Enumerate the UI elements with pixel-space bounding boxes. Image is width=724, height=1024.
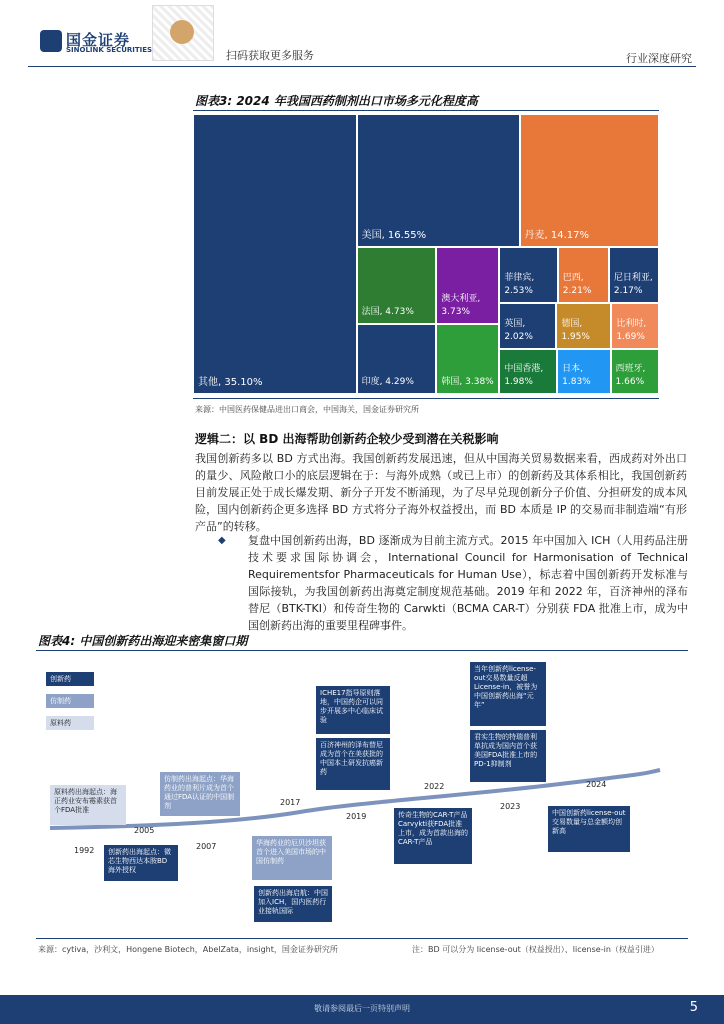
treemap-label: 其他, 35.10% bbox=[198, 377, 263, 388]
treemap-tile bbox=[357, 114, 520, 247]
year-2019: 2019 bbox=[346, 812, 367, 821]
year-1992: 1992 bbox=[74, 846, 95, 855]
treemap-label: 德国, 1.95% bbox=[561, 319, 590, 343]
figure4-source: 来源：cytiva，沙利文，Hongene Biotech，AbelZata，insight，国金证券研究所 bbox=[38, 945, 338, 954]
footer-disclaimer[interactable]: 敬请参阅最后一页特别声明 bbox=[314, 1004, 410, 1013]
year-2022: 2022 bbox=[424, 782, 445, 791]
logo-en: SINOLINK SECURITIES bbox=[66, 46, 153, 54]
event-2007-generic: 华海药业的厄贝沙坦获首个进入美国市场的中国仿制药 bbox=[252, 836, 332, 880]
treemap-tile bbox=[436, 324, 499, 394]
treemap-chart bbox=[193, 114, 659, 394]
logo-cn: 国金证券 bbox=[66, 31, 131, 49]
event-2023-pd1: 君实生物的特瑞普利单抗成为国内首个获美国FDA批准上市的PD-1抑制剂 bbox=[470, 730, 546, 782]
treemap-tile bbox=[558, 247, 609, 303]
figure4-bottom-rule bbox=[36, 938, 688, 939]
treemap-tile bbox=[357, 324, 437, 394]
header-divider bbox=[28, 66, 696, 67]
year-2017: 2017 bbox=[280, 798, 301, 807]
treemap-tile bbox=[499, 349, 557, 394]
treemap-tile bbox=[609, 247, 659, 303]
legend-generic: 仿制药 bbox=[46, 694, 94, 708]
legend-api: 原料药 bbox=[46, 716, 94, 730]
event-2024: 中国创新药license-out交易数量与总金额均创新高 bbox=[548, 806, 630, 852]
figure3-top-rule bbox=[193, 110, 659, 111]
treemap-label: 中国香港, 1.98% bbox=[504, 363, 544, 387]
event-2023-license: 当年创新药license-out交易数量反超License-in，被誉为中国创新药出海“元年” bbox=[470, 662, 546, 726]
year-2023: 2023 bbox=[500, 802, 521, 811]
event-2022: 传奇生物的CAR-T产品Carvykti获FDA批准上市，成为首款出海的CAR-T产品 bbox=[394, 808, 472, 864]
logo-icon bbox=[40, 30, 62, 52]
treemap-tile bbox=[520, 114, 659, 247]
treemap-tile bbox=[193, 114, 357, 394]
year-2005: 2005 bbox=[134, 826, 155, 835]
logic2-bullet: 复盘中国创新药出海，BD 逐渐成为目前主流方式。2015 年中国加入 ICH（人用药品注册技术要求国际协调会，International Council for Harmonisation of Technical Requirementsfor Pharmaceuticals for Human Use），标志着中国创新药开发标准与国际接轨，为我国创新药出海奠定制度规范基础。2019 年和 2022 年，百济神州的泽布替尼（BTK-TKI）和传奇生物的 Carwkti（BCMA CAR-T）分别获 FDA 批准上市，成为中国创新药出海的重要里程碑事件。 bbox=[248, 534, 688, 632]
event-2015: 创新药出海启航：中国加入ICH，国内医药行业接轨国际 bbox=[254, 886, 332, 922]
treemap-label: 印度, 4.29% bbox=[361, 376, 414, 387]
event-2017-ich: ICHE17指导原则落地，中国药企可以同步开展多中心临床试验 bbox=[316, 686, 390, 734]
figure3-bottom-rule bbox=[193, 398, 659, 399]
treemap-label: 丹麦, 14.17% bbox=[524, 229, 589, 241]
year-2007: 2007 bbox=[196, 842, 217, 851]
event-2019: 百济神州的泽布替尼成为首个在美获批的中国本土研发抗癌新药 bbox=[316, 738, 390, 790]
logic2-heading: 逻辑二：以 BD 出海帮助创新药企较少受到潜在关税影响 bbox=[195, 432, 499, 446]
treemap-tile bbox=[499, 247, 557, 303]
event-2005: 仿制药出海起点：华海药业的普利片成为首个通过FDA认证的中国制剂 bbox=[160, 772, 240, 816]
logic2-paragraph: 我国创新药多以 BD 方式出海。我国创新药发展迅速，但从中国海关贸易数据来看，西成药对外出口的量少、风险敞口小的底层逻辑在于：与海外成熟（或已上市）的创新药及其体系相比，我国创新药目前发展正处于成长爆发期、新分子开发不断涌现，为了尽早兑现创新分子价值、分担研发的成本风险，国内创新药企更多选择 BD 方式将分子海外权益授出，而 BD 本质是 IP 的交易而非制造端“有形产品”的转移。 bbox=[195, 452, 687, 533]
treemap-tile bbox=[611, 349, 659, 394]
figure4-note: 注：BD 可以分为 license-out（权益授出）、license-in（权益引进） bbox=[412, 945, 659, 954]
event-2007-innovative: 创新药出海起点：微芯生物西达本胺BD海外授权 bbox=[104, 845, 178, 881]
treemap-tile bbox=[436, 247, 499, 324]
treemap-label: 法国, 4.73% bbox=[361, 306, 414, 317]
figure3-title: 图表3: 2024 年我国西药制剂出口市场多元化程度高 bbox=[195, 94, 478, 108]
treemap-label: 韩国, 3.38% bbox=[441, 376, 494, 387]
treemap-tile bbox=[557, 349, 610, 394]
treemap-tile bbox=[556, 303, 611, 349]
event-1992: 原料药出海起点：海正药业安布霉素获首个FDA批准 bbox=[50, 785, 126, 825]
treemap-label: 巴西, 2.21% bbox=[562, 273, 592, 297]
page-number: 5 bbox=[689, 1000, 698, 1015]
qr-avatar-icon bbox=[170, 20, 194, 44]
treemap-label: 尼日利亚, 2.17% bbox=[613, 273, 653, 297]
treemap-tile bbox=[499, 303, 556, 349]
treemap-label: 英国, 2.02% bbox=[504, 319, 533, 343]
treemap-label: 西班牙, 1.66% bbox=[615, 363, 646, 387]
report-type: 行业深度研究 bbox=[626, 52, 692, 65]
treemap-label: 美国, 16.55% bbox=[361, 229, 427, 241]
bullet-icon: ◆ bbox=[218, 535, 226, 546]
figure4-title: 图表4: 中国创新药出海迎来密集窗口期 bbox=[38, 634, 248, 648]
treemap-label: 菲律宾, 2.53% bbox=[504, 273, 535, 297]
treemap-label: 比利时, 1.69% bbox=[616, 319, 647, 343]
treemap-label: 日本, 1.83% bbox=[562, 363, 591, 387]
year-2024: 2024 bbox=[586, 780, 607, 789]
legend-innovative: 创新药 bbox=[46, 672, 94, 686]
treemap-label: 澳大利亚, 3.73% bbox=[441, 293, 481, 317]
figure3-source: 来源：中国医药保健品进出口商会，中国海关，国金证券研究所 bbox=[195, 405, 419, 414]
treemap-tile bbox=[611, 303, 659, 349]
figure4-top-rule bbox=[36, 650, 688, 651]
treemap-tile bbox=[357, 247, 437, 324]
scan-text: 扫码获取更多服务 bbox=[226, 49, 314, 62]
